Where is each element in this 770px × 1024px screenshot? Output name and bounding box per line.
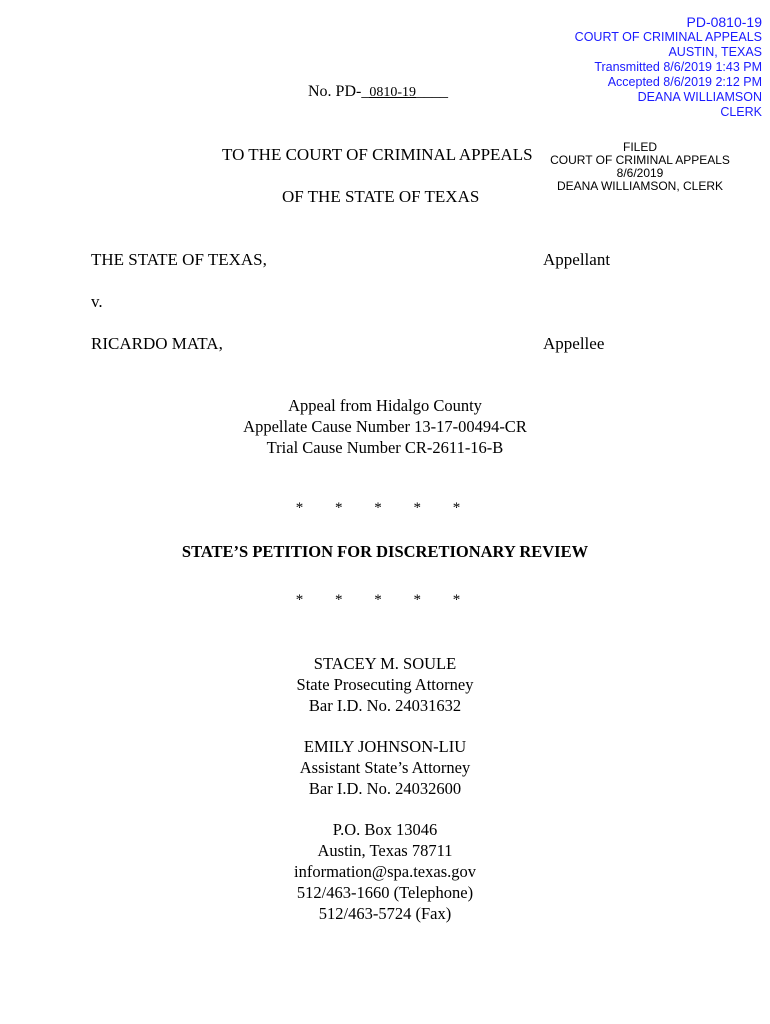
filed-label: FILED [622,140,657,154]
court-heading-line2: OF THE STATE OF TEXAS [282,187,480,206]
appeal-from: Appeal from Hidalgo County [288,396,482,415]
attorney2-name: EMILY JOHNSON-LIU [303,737,467,756]
contact-phone: 512/463-1660 (Telephone) [296,883,474,902]
filed-date: 8/6/2019 [616,166,664,180]
separator-bottom: * * * * * [295,592,475,608]
stamp-transmitted: Transmitted 8/6/2019 1:43 PM [594,60,762,74]
attorney2-bar: Bar I.D. No. 24032600 [308,779,462,798]
appellant-role: Appellant [543,250,611,269]
stamp-court: COURT OF CRIMINAL APPEALS [574,30,762,44]
attorney-block-1 [0,653,770,716]
court-heading-line1: TO THE COURT OF CRIMINAL APPEALS [222,145,533,164]
contact-fax: 512/463-5724 (Fax) [318,904,452,923]
appeal-info [0,395,770,458]
trial-cause: Trial Cause Number CR-2611-16-B [266,438,504,457]
attorney1-role: State Prosecuting Attorney [296,675,474,694]
filed-court: COURT OF CRIMINAL APPEALS [550,153,730,167]
contact-city: Austin, Texas 78711 [317,841,453,860]
attorney-block-2 [0,736,770,799]
filed-clerk: DEANA WILLIAMSON, CLERK [556,179,724,193]
stamp-doc-number: PD-0810-19 [686,14,762,30]
case-number-prefix: No. PD- [308,83,362,100]
case-number-blank-after: ____ [416,83,449,100]
attorney1-bar: Bar I.D. No. 24031632 [308,696,462,715]
appellate-cause: Appellate Cause Number 13-17-00494-CR [243,417,527,436]
attorney2-role: Assistant State’s Attorney [299,758,471,777]
case-number-value: 0810-19 [369,85,417,100]
contact-block [0,819,770,924]
appellee-name: RICARDO MATA, [91,334,223,353]
appellant-name: THE STATE OF TEXAS, [91,250,267,269]
stamp-accepted: Accepted 8/6/2019 2:12 PM [607,75,762,89]
attorney1-name: STACEY M. SOULE [313,654,457,673]
filed-stamp [540,141,740,193]
separator-top: * * * * * [295,500,475,516]
document-title: STATE’S PETITION FOR DISCRETIONARY REVIEW [181,542,589,561]
contact-email: information@spa.texas.gov [294,862,476,881]
versus: v. [91,292,103,311]
stamp-clerk-name: DEANA WILLIAMSON [637,90,762,104]
stamp-clerk-title: CLERK [720,105,762,119]
case-number-blank-before: _ [361,83,370,100]
case-number [308,83,448,101]
transmission-stamp [575,14,762,120]
stamp-city: AUSTIN, TEXAS [668,45,762,59]
appellee-role: Appellee [543,334,605,353]
contact-po-box: P.O. Box 13046 [332,820,438,839]
